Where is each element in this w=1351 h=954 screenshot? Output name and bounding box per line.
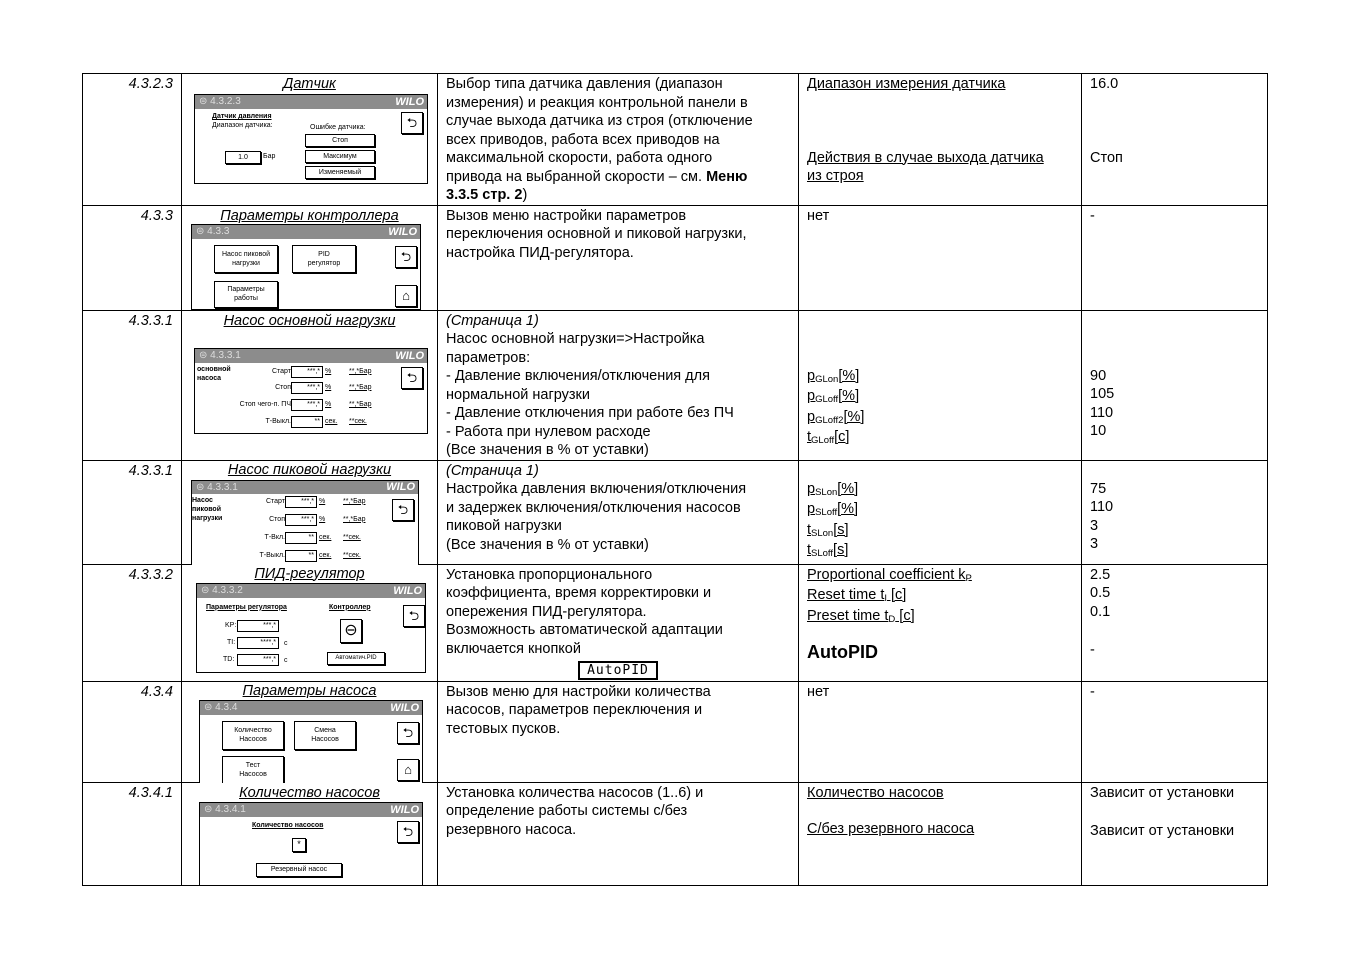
button-label: PID [318, 250, 330, 258]
param-subscript: P [965, 572, 972, 584]
back-folder-icon[interactable]: ⮌ [401, 367, 423, 389]
screen-mockup [194, 348, 428, 434]
field-label: Стоп [275, 383, 291, 391]
table-row [83, 564, 1268, 681]
back-folder-icon[interactable]: ⮌ [397, 722, 419, 744]
screen-mockup [196, 583, 426, 673]
value-cell [1082, 681, 1268, 782]
menu-number: 4.3.2.3 [83, 74, 182, 206]
unit-label: c [284, 656, 288, 664]
param-unit: [s] [833, 521, 849, 538]
description-cell [438, 681, 799, 782]
unit-label: сек. [325, 417, 338, 425]
screen-header: ⊜ 4.3.4.1 WILO [200, 803, 422, 817]
wilo-logo: WILO [390, 701, 419, 714]
variable-button[interactable]: Изменяемый [305, 166, 375, 179]
parameter-link[interactable]: Количество насосов [807, 784, 944, 801]
param-subscript: SLon [815, 486, 838, 498]
screen-title: Количество насосов [239, 784, 380, 801]
parameter-value: 10 [1090, 423, 1107, 439]
description-line [446, 186, 790, 205]
parameter-cell [799, 310, 1082, 460]
param-symbol: Preset time t [807, 607, 889, 624]
description-line: максимальной скорости, работа одного [446, 150, 713, 166]
value-field[interactable]: ***,* [291, 399, 323, 411]
unit-label: % [319, 497, 326, 505]
bar-value-label: **сек. [349, 417, 367, 425]
table-row [83, 681, 1268, 782]
description-text: привода на выбранной скорости – см. [446, 168, 707, 185]
value-field[interactable]: ***,* [291, 366, 323, 378]
value-field[interactable]: ** [285, 532, 317, 544]
table-row [83, 782, 1268, 885]
screen-cell [182, 460, 438, 564]
kp-label: KP: [225, 621, 237, 629]
description-line: резервного насоса. [446, 821, 577, 838]
param-subscript: D [888, 613, 896, 625]
param-subscript: SLoff [815, 507, 838, 518]
pump-label: основной [197, 365, 231, 373]
autopid-button[interactable]: AutoPID [578, 661, 658, 680]
parameter-link[interactable] [807, 500, 1073, 521]
parameter-text: нет [807, 207, 830, 224]
menu-number: 4.3.3.1 [83, 460, 182, 564]
screen-header: ⊜ 4.3.4 WILO [200, 701, 422, 715]
description-line: и задержек включения/отключения насосов [446, 499, 741, 516]
back-folder-icon[interactable]: ⮌ [401, 112, 423, 134]
description-cell [438, 782, 799, 885]
parameter-value: Стоп [1090, 149, 1123, 166]
unit-label: % [325, 400, 332, 408]
button-label: Параметры [227, 286, 265, 293]
parameter-value: 110 [1090, 404, 1114, 421]
description-line: - Давление включения/отключения для [446, 368, 710, 384]
param-symbol: p [807, 480, 816, 497]
screen-title: Параметры контроллера [220, 207, 399, 224]
parameter-link[interactable]: из строя [807, 168, 864, 184]
peak-pump-button[interactable] [214, 245, 278, 273]
parameter-value: 2.5 [1090, 566, 1111, 583]
description-line: настройка ПИД-регулятора. [446, 244, 634, 261]
button-label: Тест [245, 762, 261, 769]
table-row [83, 74, 1268, 206]
param-symbol: t [807, 542, 812, 558]
description-line: определение работы системы с/без [446, 803, 688, 819]
parameter-cell [799, 564, 1082, 681]
home-icon[interactable]: ⌂ [395, 285, 417, 307]
description-line: случае выхода датчика из строя (отключение [446, 113, 753, 129]
wilo-logo: WILO [390, 803, 419, 816]
controller-minus-icon[interactable]: ⊖ [340, 619, 362, 643]
parameter-cell [799, 681, 1082, 782]
wilo-logo: WILO [395, 96, 424, 108]
screen-mockup [191, 480, 419, 565]
screen-cell [182, 74, 438, 206]
parameter-link[interactable]: С/без резервного насоса [807, 821, 975, 837]
param-symbol: p [807, 367, 816, 384]
screen-title: Насос пиковой нагрузки [227, 461, 392, 478]
home-icon[interactable]: ⌂ [397, 759, 419, 781]
controller-heading: Контроллер [329, 603, 371, 611]
description-cell [438, 310, 799, 460]
param-unit: [%] [838, 388, 860, 404]
description-line: Установка пропорционального [446, 566, 653, 583]
bar-value-label: **,*Бар [349, 367, 372, 375]
screen-cell [182, 681, 438, 782]
description-line: коэффициента, время корректировки и [446, 585, 712, 601]
description-line: Настройка давления включения/отключения [446, 481, 747, 497]
param-subscript: GLon [815, 373, 839, 385]
td-field[interactable]: ***,* [237, 654, 279, 666]
parameter-link[interactable] [807, 480, 1073, 501]
description-line: пиковой нагрузки [446, 518, 562, 534]
unit-label: % [325, 367, 332, 375]
description-line [446, 168, 790, 187]
param-unit: [%] [837, 480, 859, 497]
description-line: включается кнопкой [446, 640, 581, 657]
description-cell [438, 564, 799, 681]
error-label: Ошибке датчика: [310, 124, 366, 131]
parameter-value: 90 [1090, 367, 1107, 384]
range-value-field[interactable]: 1.0 [225, 151, 261, 164]
description-line: (Все значения в % от уставки) [446, 442, 649, 458]
parameter-link[interactable] [807, 387, 1073, 408]
menu-parameters-table [82, 73, 1268, 886]
autopid-label: AutoPID [807, 641, 878, 662]
value-field[interactable]: ** [291, 416, 323, 428]
unit-label: c [284, 639, 288, 647]
field-label: Т-Вкл. [264, 533, 285, 541]
button-label: Количество [234, 727, 272, 734]
value-field[interactable]: ***,* [291, 382, 323, 394]
menu-number: 4.3.3.1 [83, 310, 182, 460]
ti-field[interactable]: ****,* [237, 637, 279, 649]
field-label: Т-Выкл. [265, 417, 291, 425]
menu-number: 4.3.4.1 [83, 782, 182, 885]
screen-title: Насос основной нагрузки [223, 312, 396, 329]
field-label: Стоп [269, 515, 285, 523]
screen-code: 4.3.3.2 [212, 584, 243, 596]
parameter-link[interactable] [807, 521, 1073, 542]
param-symbol: Proportional coefficient k [807, 566, 966, 583]
description-line: (Страница 1) [446, 312, 539, 329]
description-text: ) [522, 187, 528, 203]
value-cell [1082, 205, 1268, 310]
description-line: всех приводов, работа всех приводов на [446, 131, 720, 148]
param-unit: [c] [834, 429, 850, 445]
screen-mockup [199, 700, 423, 783]
bar-value-label: **сек. [343, 533, 361, 541]
description-line: - Работа при нулевом расходе [446, 423, 651, 440]
unit-label: % [319, 515, 326, 523]
pump-count-button[interactable] [222, 721, 284, 750]
button-label: регулятор [307, 259, 341, 267]
param-unit: [c] [895, 607, 915, 624]
screen-header: ⊜ 4.3.3.2 WILO [197, 584, 425, 598]
pump-label: насоса [197, 374, 222, 382]
param-symbol: t [807, 429, 812, 445]
stop-button[interactable]: Стоп [305, 134, 375, 147]
pump-label: нагрузки [192, 514, 223, 522]
bar-value-label: **,*Бар [343, 497, 366, 505]
wilo-logo: WILO [393, 584, 422, 597]
parameter-value: - [1090, 641, 1095, 658]
button-label: Насос пиковой [221, 250, 271, 258]
screen-header: ⊜ 4.3.2.3 WILO [195, 95, 427, 109]
bar-value-label: **,*Бар [343, 515, 366, 523]
parameter-value: 0.5 [1090, 585, 1111, 601]
operation-params-button[interactable] [214, 281, 278, 308]
parameter-value: 3 [1090, 536, 1099, 552]
parameter-link[interactable] [807, 541, 1073, 562]
screen-mockup [199, 802, 423, 885]
range-label: Диапазон датчика: [212, 122, 273, 129]
description-line: Вызов меню настройки параметров [446, 207, 687, 224]
value-cell [1082, 310, 1268, 460]
menu-number: 4.3.3 [83, 205, 182, 310]
description-line: Возможность автоматической адаптации [446, 622, 723, 638]
auto-pid-screen-button[interactable]: Автоматич.PID [327, 652, 385, 665]
screen-header: ⊜ 4.3.3.1 WILO [192, 481, 418, 494]
description-line: Вызов меню для настройки количества [446, 683, 711, 700]
value-field[interactable]: ***,* [285, 514, 317, 526]
parameter-value: - [1090, 683, 1095, 700]
description-line: опережения ПИД-регулятора. [446, 603, 647, 620]
screen-cell [182, 782, 438, 885]
pid-regulator-button[interactable] [292, 245, 356, 273]
parameter-link[interactable] [807, 428, 1073, 449]
parameter-link[interactable] [807, 586, 1073, 607]
bar-value-label: **,*Бар [349, 383, 372, 391]
param-subscript: SLoff [811, 548, 834, 559]
param-subscript: GLoff [811, 435, 835, 446]
back-folder-icon[interactable]: ⮌ [403, 605, 425, 627]
unit-label: сек. [319, 551, 332, 559]
param-unit: [%] [837, 501, 859, 517]
description-line: измерения) и реакция контрольной панели в [446, 94, 748, 111]
screen-mockup [194, 94, 428, 184]
parameter-text: нет [807, 683, 830, 700]
table-row [83, 310, 1268, 460]
parameter-value: Зависит от установки [1090, 823, 1235, 839]
param-subscript: GLoff [815, 394, 839, 405]
bar-value-label: **,*Бар [349, 400, 372, 408]
description-cell [438, 74, 799, 206]
screen-code: 4.3.4 [215, 701, 238, 713]
pump-label: Насос [192, 496, 213, 504]
table-row [83, 460, 1268, 564]
description-line: тестовых пусков. [446, 720, 561, 737]
pump-label: пиковой [192, 505, 222, 513]
description-cell [438, 205, 799, 310]
field-label: Т-Выкл. [259, 551, 285, 559]
parameter-value: Зависит от установки [1090, 784, 1235, 801]
back-folder-icon[interactable]: ⮌ [397, 821, 419, 843]
parameter-cell [799, 782, 1082, 885]
description-line: - Давление отключения при работе без ПЧ [446, 405, 734, 421]
reserve-pump-button[interactable]: Резервный насос [256, 863, 342, 877]
description-cell [438, 460, 799, 564]
screen-cell [182, 205, 438, 310]
param-unit: [c] [887, 587, 907, 603]
description-line: Насос основной нагрузки=>Настройка [446, 331, 705, 347]
unit-label: сек. [319, 533, 332, 541]
pump-count-field[interactable]: * [292, 838, 306, 852]
table-row [83, 205, 1268, 310]
screen-cell [182, 564, 438, 681]
menu-number: 4.3.3.2 [83, 564, 182, 681]
description-line: (Все значения в % от уставки) [446, 536, 649, 553]
pump-change-button[interactable] [294, 721, 356, 750]
parameter-link[interactable] [807, 408, 1073, 429]
param-unit: [%] [838, 367, 860, 384]
button-label: Насосов [239, 736, 267, 743]
parameter-link[interactable]: Действия в случае выхода датчика [807, 149, 1044, 166]
screen-title: ПИД-регулятор [254, 565, 365, 582]
field-label: Стоп чего-п. ПЧ [239, 400, 291, 408]
back-folder-icon[interactable]: ⮌ [392, 499, 414, 521]
screen-heading: Датчик давления [212, 113, 272, 120]
button-label: Насосов [239, 771, 267, 778]
button-label: нагрузки [232, 259, 260, 267]
parameter-cell [799, 74, 1082, 206]
description-line: Выбор типа датчика давления (диапазон [446, 76, 723, 92]
td-label: TD: [223, 655, 235, 663]
menu-number: 4.3.4 [83, 681, 182, 782]
parameter-link[interactable] [807, 367, 1073, 388]
kp-field[interactable]: ***,* [237, 620, 279, 632]
field-label: Старт [271, 367, 291, 375]
param-symbol: p [807, 501, 816, 517]
parameter-value: 16.0 [1090, 76, 1119, 92]
value-field[interactable]: ***,* [285, 496, 317, 508]
parameter-link[interactable] [807, 607, 1073, 628]
parameter-link[interactable] [807, 566, 1073, 587]
description-line: Установка количества насосов (1..6) и [446, 784, 704, 801]
parameter-value: 105 [1090, 386, 1115, 402]
button-label: работы [234, 295, 258, 302]
param-symbol: p [807, 408, 816, 425]
description-line: насосов, параметров переключения и [446, 702, 703, 718]
menu-reference: 3.3.5 стр. 2 [446, 187, 523, 203]
param-unit: [s] [833, 542, 849, 558]
pump-test-button[interactable] [222, 756, 284, 783]
parameter-cell [799, 460, 1082, 564]
param-symbol: t [807, 521, 812, 538]
parameter-value: 75 [1090, 480, 1107, 497]
button-label: Смена [314, 727, 336, 734]
parameter-value: 110 [1090, 499, 1114, 515]
unit-label: % [325, 383, 332, 391]
screen-code: 4.3.2.3 [210, 96, 241, 107]
parameter-value: 3 [1090, 517, 1099, 534]
param-symbol: Reset time t [807, 587, 885, 603]
screen-code: 4.3.4.1 [215, 803, 246, 815]
param-subscript: I [884, 593, 887, 604]
maximum-button[interactable]: Максимум [305, 150, 375, 163]
wilo-logo: WILO [386, 480, 415, 493]
param-subscript: SLon [811, 527, 834, 539]
param-unit: [%] [843, 408, 865, 425]
bar-value-label: **сек. [343, 551, 361, 559]
value-cell [1082, 74, 1268, 206]
wilo-logo: WILO [388, 225, 417, 238]
field-label: Старт [265, 497, 285, 505]
value-cell [1082, 564, 1268, 681]
screen-mockup [191, 224, 421, 310]
screen-code: 4.3.3.1 [210, 349, 241, 361]
value-cell [1082, 782, 1268, 885]
screen-code: 4.3.3.1 [207, 481, 238, 493]
value-field[interactable]: ** [285, 550, 317, 562]
parameter-value: - [1090, 207, 1095, 224]
parameter-cell [799, 205, 1082, 310]
screen-title: Датчик [283, 76, 336, 92]
parameter-link[interactable]: Диапазон измерения датчика [807, 76, 1006, 92]
description-line: параметров: [446, 349, 531, 366]
screen-cell [182, 310, 438, 460]
menu-reference: Меню [706, 168, 748, 185]
wilo-logo: WILO [395, 349, 424, 362]
parameter-value: 0.1 [1090, 603, 1111, 620]
regulator-params-heading: Параметры регулятора [206, 603, 287, 611]
description-line: (Страница 1) [446, 462, 539, 479]
screen-header: ⊜ 4.3.3.1 WILO [195, 349, 427, 363]
param-symbol: p [807, 388, 816, 404]
back-folder-icon[interactable]: ⮌ [395, 246, 417, 268]
pump-count-heading: Количество насосов [252, 821, 324, 829]
button-label: Насосов [311, 736, 339, 743]
screen-title: Параметры насоса [242, 682, 377, 699]
ti-label: TI: [227, 638, 236, 646]
screen-code: 4.3.3 [207, 225, 230, 237]
unit-label: Бар [263, 153, 276, 160]
value-cell [1082, 460, 1268, 564]
description-line: нормальной нагрузки [446, 386, 590, 403]
param-subscript: GLoff2 [815, 414, 844, 426]
description-line: переключения основной и пиковой нагрузки, [446, 226, 747, 242]
screen-header: ⊜ 4.3.3 WILO [192, 225, 420, 239]
